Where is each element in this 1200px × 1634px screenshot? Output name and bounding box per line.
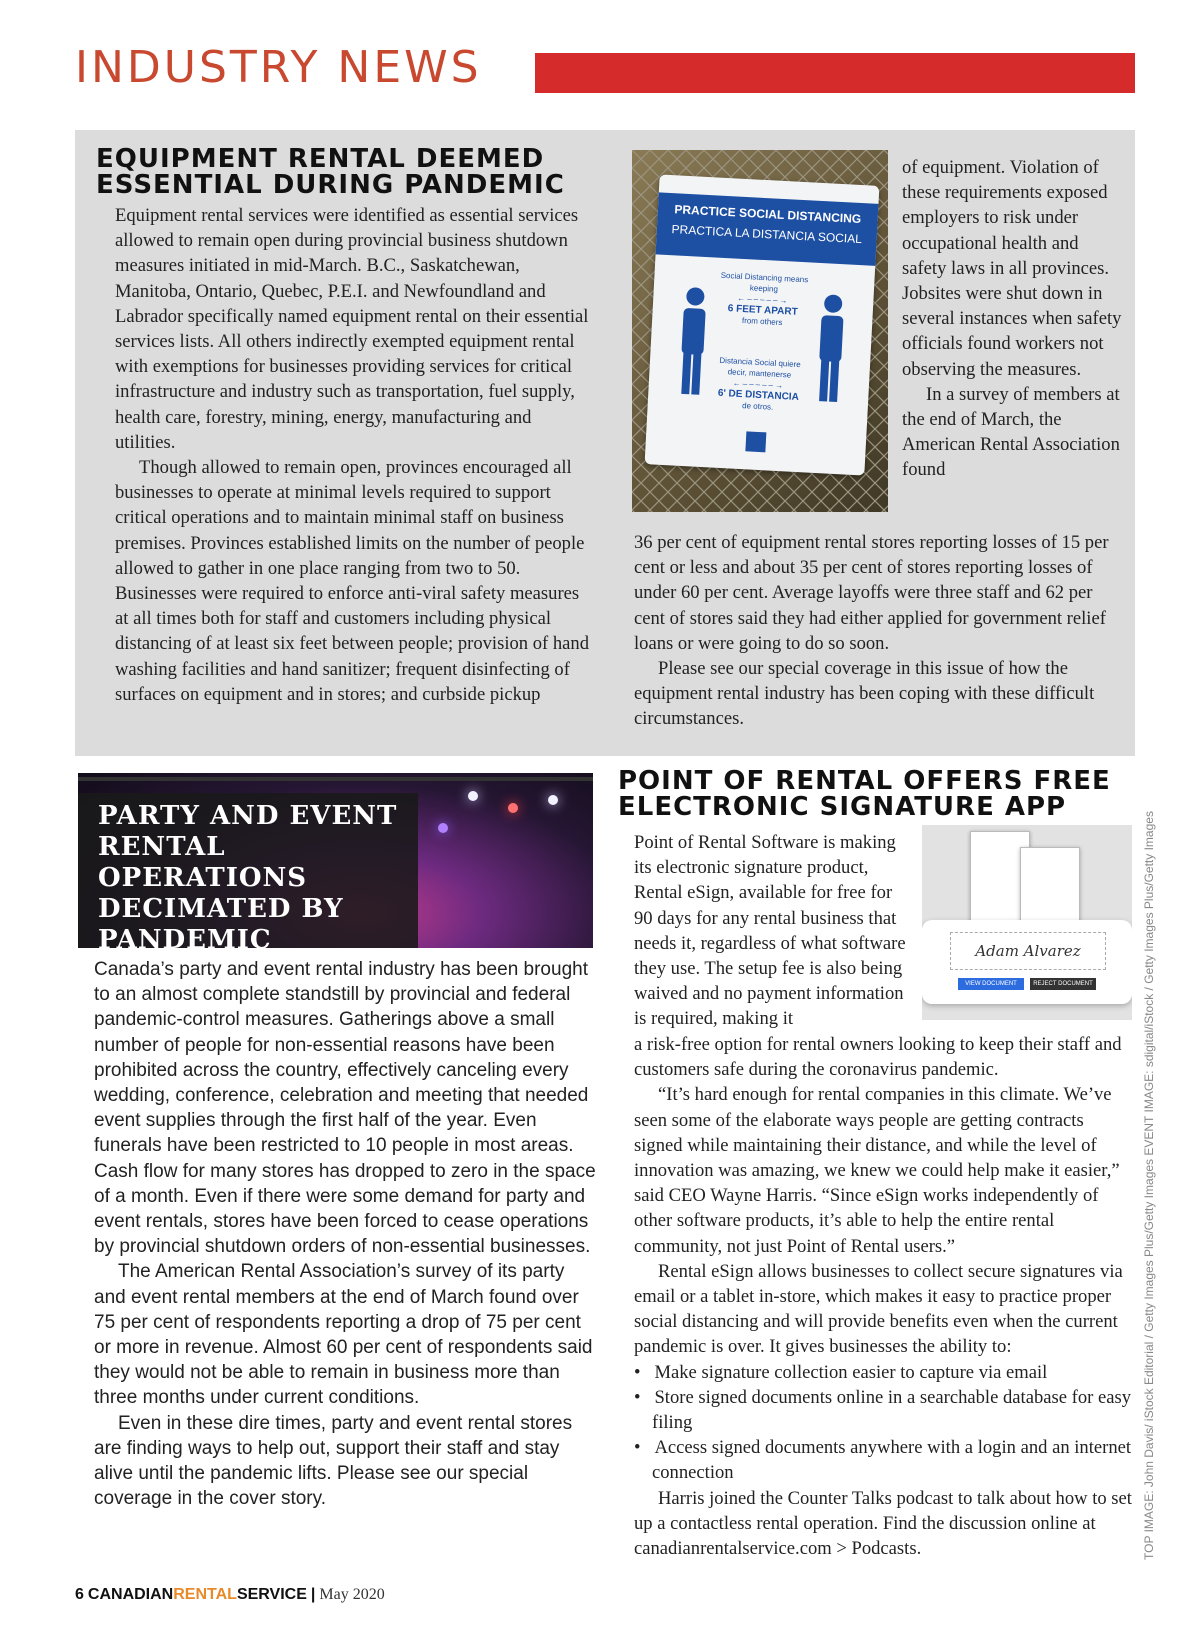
sign-line2: PRACTICA LA DISTANCIA SOCIAL [671,222,863,247]
sign-big1: 6 FEET APART [727,303,798,318]
article1-col2-para1: of equipment. Violation of these requirements exposed employers to risk under occupational health and safety laws in all provinces. Jobsites were shut down in several instances when safety officials found workers not observing the measures. [902,157,1122,380]
article2-para3: Even in these dire times, party and event rental stores are finding ways to help out, support their staff and stay alive until the pandemic lifts. Please see our special coverage in the cover story. [94,1412,573,1510]
article1-para2: Though allowed to remain open, provinces encouraged all businesses to operate at minimal levels required to support critical operations and to maintain minimal staff on business premises. Provinces established limits on the number of people allowed to gather in one place ranging from two to 50. Businesses were required to enforce anti-viral safety measures at all times both for staff and customers including physical distancing of at least six feet between people; provision of hand washing facilities and hand sanitizer; frequent disinfecting of surfaces on equipment and in stores; and curbside pickup [115,457,590,705]
article1-col2-para2-start: In a survey of members at the end of March, the American Rental Association found [902,383,1120,481]
article2-headline: PARTY AND EVENT RENTAL OPERATIONS DECIMATED BY PANDEMIC [98,801,398,948]
social-distancing-sign-photo [632,150,888,512]
article2-para2: The American Rental Association’s survey of its party and event rental members at the end of March found over 75 per cent of respondents reporting a drop of 75 per cent or more in revenue. Almost 60 per cent of respondents said they would not be able to remain in business more than three months under current conditions. [94,1261,593,1409]
bullet-text: Make signature collection easier to capture via email [654,1361,1048,1383]
bullet-text: Store signed documents online in a searchable database for easy filing [652,1386,1132,1434]
sign-arrow-1: ←‒‒‒‒‒→ [737,293,790,306]
sign-arrow-2: ←‒‒‒‒‒→ [732,378,786,391]
article1-column2-below-photo [634,530,1124,732]
article2-para1: Canada’s party and event rental industry has been brought to an almost complete standstill by provincial and federal pandemic-control measures. Gatherings above a small number of people for non-essential reasons have been prohibited across the country, effectively canceling every wedding, conference, celebration and meeting that needed event supplies through the first half of the year. Even funerals have been restricted to 10 people in most areas. Cash flow for many stores has dropped to zero in the space of a month. Even if there were some demand for party and event rentals, stores have been forced to cease operations by provincial shutdown orders of non-essential businesses. [94,959,596,1258]
stage-light [468,791,478,801]
brand-service: SERVICE [236,1586,307,1603]
sign-board [645,174,880,475]
sign-small1: Social Distancing means keeping [720,270,809,294]
article3-para1-rest: a risk-free option for rental owners looking to keep their staff and customers safe during the coronavirus pandemic. [634,1034,1122,1081]
brand-rental: RENTAL [173,1586,237,1603]
person-figure-left-icon [676,286,710,397]
page-footer [75,1586,385,1604]
article3-headline-line1: POINT OF RENTAL OFFERS FREE [618,766,1111,796]
bullet-text: Access signed documents anywhere with a login and an internet connection [652,1437,1132,1484]
photo-credit: TOP IMAGE: John Davis/ iStock Editorial / Getty Images Plus/Getty Images EVENT IMAGE: sdigital/iStock / Getty Images Plus/Getty Images [1142,811,1156,1560]
esign-app-screenshot [922,825,1132,1020]
event-stage-lights-photo [78,773,593,948]
stage-light [548,795,558,805]
sign-logo-icon [745,431,766,452]
brand-canadian: CANADIAN [87,1586,174,1603]
sign-big2: 6' DE DISTANCIA [717,387,800,404]
article3-para4: Harris joined the Counter Talks podcast to talk about how to set up a contactless rental operation. Find the discussion online at canadianrentalservice.com > Podcasts. [634,1487,1132,1560]
article1-headline [96,146,565,198]
sign-text-block [708,269,815,414]
article1-para1: Equipment rental services were identified as essential services allowed to remain open during provincial business shutdown measures initiated in mid-March. B.C., Saskatchewan, Manitoba, Ontario, Quebec, P.E.I. and Newfoundland and Labrador specifically named equipment rental on their essential services lists. All others indirectly exempted equipment rental with exemptions for businesses providing services for critical infrastructure and industry such as transportation, fuel supply, health care, forestry, mining, energy, manufacturing and utilities. [115,205,589,453]
article3-beside-photo [634,830,906,1032]
article1-col2-para2-rest: 36 per cent of equipment rental stores reporting losses of 15 per cent or less and about 35 per cent of stores reporting losses of under 60 per cent. Average layoffs were three staff and 62 per cent of stores said they had either applied for government relief loans or were going to do so soon. [634,532,1109,654]
article3-para3: Rental eSign allows businesses to collect secure signatures via email or a tablet in-store, which makes it easy to practice proper social distancing and will provide benefits even when the current pandemic is over. It gives businesses the ability to: [634,1260,1123,1358]
article1-column1 [115,203,593,707]
sign-small3: Distancia Social quiere decir, mantenerse [719,355,801,380]
article1-headline-line2: ESSENTIAL DURING PANDEMIC [96,170,565,200]
sign-banner [656,192,879,265]
sign-line1: PRACTICE SOCIAL DISTANCING [674,202,862,227]
lighting-truss [78,777,593,781]
stage-light [508,803,518,813]
footer-separator: | [310,1586,316,1603]
article3-para1-start: Point of Rental Software is making its electronic signature product, Rental eSign, available for free for 90 days for any rental business that needs it, regardless of what software they use. The setup fee is also being waived and no payment information is required, making it [634,832,906,1030]
section-title: INDUSTRY NEWS [75,42,482,93]
view-document-button: VIEW DOCUMENT [958,978,1024,990]
signature-field: Adam Alvarez [950,932,1106,970]
bullet-item: • Make signature collection easier to capture via email [634,1361,1048,1383]
article1-headline-line1: EQUIPMENT RENTAL DEEMED [96,144,545,174]
article1-col2-para3: Please see our special coverage in this issue of how the equipment rental industry has been coping with these difficult circumstances. [634,658,1095,730]
article3-headline [618,768,1111,820]
article3-body [634,1032,1132,1561]
issue-date: May 2020 [319,1586,385,1603]
bullet-item: • Store signed documents online in a searchable database for easy filing [634,1386,1132,1434]
article1-column2-beside-photo [902,155,1127,483]
sign-small4: de otros. [741,401,774,412]
header-red-bar [535,53,1135,93]
article3-headline-line2: ELECTRONIC SIGNATURE APP [618,792,1067,822]
person-figure-right-icon [814,293,848,404]
reject-document-button: REJECT DOCUMENT [1030,978,1096,990]
stage-light [438,823,448,833]
article2-body [94,957,596,1511]
signature-pad [922,920,1132,1004]
page-number: 6 [75,1586,84,1603]
article3-para2: “It’s hard enough for rental companies in this climate. We’ve seen some of the elaborate ways people are getting contracts signed while maintaining their distance, and while the level of innovation was amazing, we knew we could help make it easier,” said CEO Wayne Harris. “Since eSign works independently of other software products, it’s able to help the entire rental community, not just Point of Rental users.” [634,1084,1120,1257]
bullet-item: • Access signed documents anywhere with a login and an internet connection [634,1437,1132,1484]
sign-small2: from others [741,315,783,328]
